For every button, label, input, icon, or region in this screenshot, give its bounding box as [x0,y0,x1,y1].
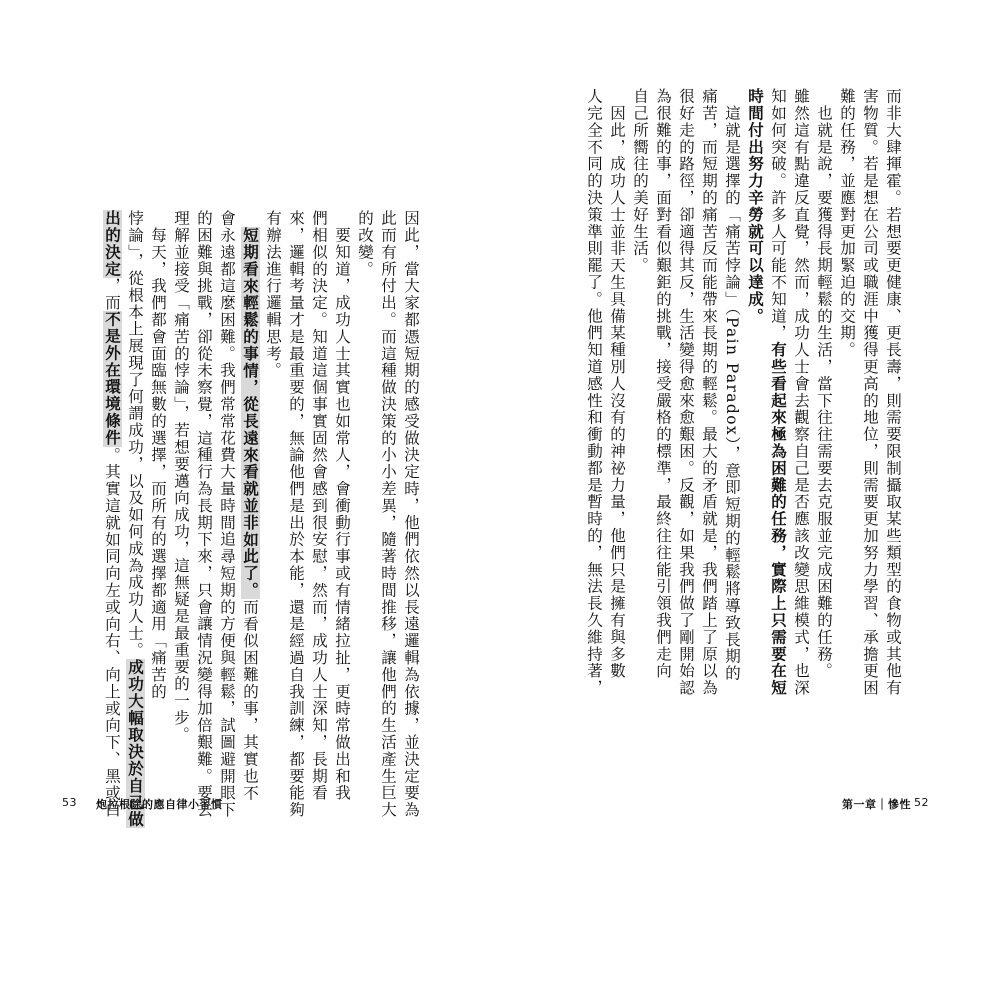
text-column [765,88,791,696]
text-run: 有辦法進行邏輯思考。 [264,210,282,379]
text-column [604,88,629,680]
bold-text: 時間付出努力辛勞就可以達成。 [746,88,765,325]
text-run: 而看似困難的事，其實也不 [241,598,259,802]
text-column [352,210,377,278]
text-run: ，而 [103,277,121,312]
text-column [650,88,675,680]
text-column [375,210,400,818]
text-run: 也就是說，要獲得長期輕鬆的生活，當下往往需要去克服並完成困難的任務。 [815,88,833,680]
text-run: 人完全不同的決策準則罷了。他們知道感性和衝動都是暫時的，無法長久維持著， [585,88,603,697]
text-column [237,210,263,802]
text-run: 的困難與挑戰，卻從未察覺，這種行為長期下來，只會讓情況變得加倍艱難。要去 [195,210,213,819]
text-column [788,88,813,696]
text-column [857,88,882,696]
text-column [145,210,170,700]
text-column [696,88,721,696]
text-column [306,210,331,802]
text-run: 雖然這有點違反直覺，然而，成功人士會去觀察自己是否應該改變思維模式，也深 [792,88,810,697]
page-number-right: 52 [914,796,929,809]
text-column [214,210,239,818]
text-run: 而非大肆揮霍。若想要更健康、更長壽，則需要限制攝取某些類型的食物或其他有 [884,88,902,697]
text-run: 要知道，成功人士其實也如常人，會衝動行事或有情緒拉扯，更時常做出和我 [333,210,351,802]
text-run: 會永遠都這麼困難。我們常常花費大量時間追尋短期的方便與輕鬆，試圖避開眼下 [218,210,236,819]
highlighted-text: 不是外在環境條件 [103,311,122,447]
highlighted-text: 成功大幅取決於自己做 [126,658,145,828]
text-run: 害物質。若是想在公司或職涯中獲得更高的地位，則需要更加努力學習、承擔更困 [861,88,879,697]
page-number-left: 53 [62,796,77,809]
highlighted-text: 短期看來輕鬆的事情，從長遠來看就並非如此了。 [241,226,260,599]
text-column [719,88,744,682]
text-run: 。其實這就如同向左或向右、向上或向下、黑或白 [103,446,121,819]
text-column [880,88,905,696]
text-column [99,210,125,818]
running-footer-left: 炮拉根除的應自律小習慣 [96,798,223,811]
text-column [283,210,308,818]
text-run: 理解並接受「痛苦的悖論」，若想要邁向成功，這無疑是最重要的一步。 [172,210,190,744]
text-run: 因此，成功人士並非天生具備某種別人沒有的神祕力量，他們只是擁有與多數 [608,88,626,680]
text-column [673,88,698,696]
highlighted-text: 出的決定 [103,210,122,278]
text-run: 自己所嚮往的美好生活。 [631,88,649,274]
text-column [168,210,193,743]
text-column [834,88,859,358]
text-run: 知如何突破。許多人可能不知道， [769,88,787,342]
text-run: 很好走的路徑，卻適得其反，生活變得愈來愈艱困。反觀，如果我們做了剛開始認 [677,88,695,697]
text-column [581,88,606,696]
running-footer-right: 第一章｜慘性 [842,798,911,811]
text-run: 每天，我們都會面臨無數的選擇，而所有的選擇都適用「痛苦的 [149,210,167,701]
text-run: 來，邏輯考量才是最重要的，無論他們是出於本能，還是經過自我訓練，都要能夠 [287,210,305,819]
text-run: 這就是選擇的「痛苦悖論」（Pain Paradox），意即短期的輕鬆將導致長期的 [723,88,741,682]
text-column [398,210,423,818]
text-column [627,88,652,274]
bold-text: 有些看起來極為困難的任務，實際上只需要在短 [769,341,788,697]
text-run [241,210,259,227]
text-column [122,210,148,828]
text-column [742,88,768,325]
text-run: 們相似的決定。知道這個事實固然會感到很安慰，然而，成功人士深知，長期看 [310,210,328,802]
text-column [811,88,836,680]
text-column [329,210,354,802]
text-run: 此而有所付出。而這種做決策的小小差異，隨著時間推移，讓他們的生活產生巨大 [379,210,397,819]
text-run: 痛苦，而短期的痛苦反而能帶來長期的輕鬆。最大的矛盾就是，我們踏上了原以為 [700,88,718,697]
text-run: 因此，當大家都憑短期的感受做決定時，他們依然以長遠邏輯為依據，並決定要為 [402,210,420,819]
text-run: 的改變。 [356,210,374,278]
text-column [191,210,216,818]
text-column [260,210,285,379]
text-run: 難的任務，並應對更加緊迫的交期。 [838,88,856,359]
text-run: 為很難的事，面對看似艱鉅的挑戰，接受嚴格的標準，最終往往能引領我們走向 [654,88,672,680]
text-run: 悖論」，從根本上展現了何謂成功，以及如何成為成功人士。 [126,210,144,659]
